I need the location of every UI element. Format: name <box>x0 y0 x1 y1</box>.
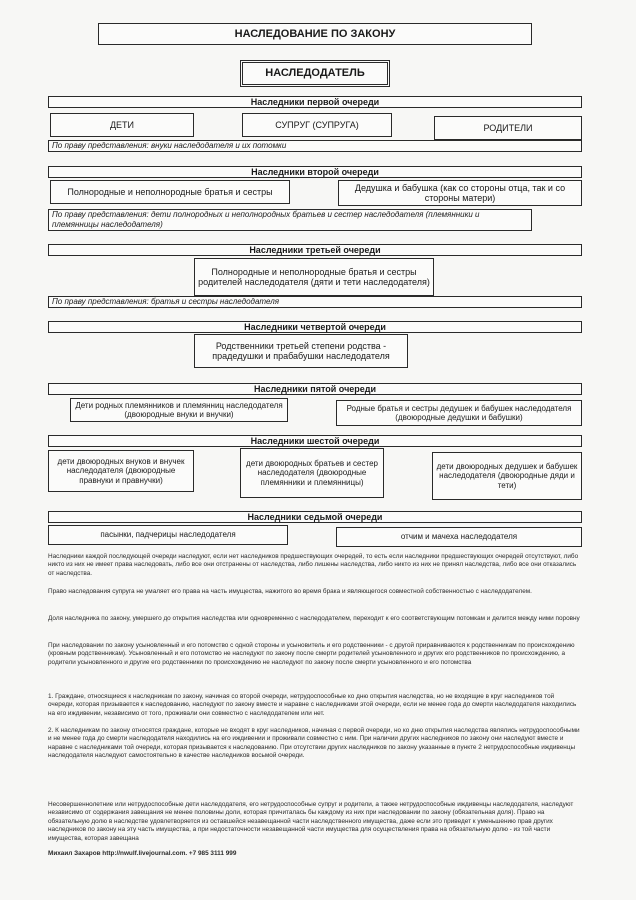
q5-item-grandnephews: Дети родных племянников и племянниц наследодателя (двоюродные внуки и внучки) <box>70 398 288 422</box>
note-succession-order: Наследники каждой последующей очереди наследуют, если нет наследников предшествующих очередей, то есть если наследники предшествующих очередей отсутствуют, либо никто из них не имеет права наследовать, либо все они отстранены от наследства, либо лишены наследства, либо никто из них не принял наследства, либо все они отказались от наследства. <box>48 553 579 577</box>
q2-item-grandparents: Дедушка и бабушка (как со стороны отца, так и со стороны матери) <box>338 180 582 206</box>
q7-item-stepparents: отчим и мачеха наследодателя <box>336 527 582 547</box>
note-mandatory-share: Несовершеннолетние или нетрудоспособные дети наследодателя, его нетрудоспособные супруг и родители, а также нетрудоспособные иждивенцы наследодателя, наследуют независимо от содержания завещания не менее половины доли, которая причиталась бы каждому из них при наследовании по закону (обязательная доля). Право на обязательную долю в наследстве удовлетворяется из оставшейся незавещанной части наследственного имущества, даже если это приведет к уменьшению прав других наследников по закону на эту часть имущества, а при недостаточности незавещанной части имущества для осуществления права на обязательную долю - из той части имущества, которая завещана <box>48 801 574 842</box>
author-credit: Михаил Захаров http://nwulf.livejournal.com. +7 985 3111 999 <box>48 850 237 857</box>
note-spouse-rights: Право наследования супруга не умаляет его права на часть имущества, нажитого во время брака и являющегося совместной собственностью с наследодателем. <box>48 588 532 595</box>
q3-item-uncles-aunts: Полнородные и неполнородные братья и сестры родителей наследодателя (дяти и тети наследодателя) <box>194 258 434 296</box>
q1-item-parents: РОДИТЕЛИ <box>434 116 582 140</box>
q2-item-siblings: Полнородные и неполнородные братья и сестры <box>50 180 290 204</box>
q6-item-cousin-uncles: дети двоюродных дедушек и бабушек наследодателя (двоюродные дяди и тети) <box>432 452 582 500</box>
q6-item-cousin-nephews: дети двоюродных братьев и сестер наследодателя (двоюродные племянники и племянницы) <box>240 448 384 498</box>
page-title: НАСЛЕДОВАНИЕ ПО ЗАКОНУ <box>98 23 532 45</box>
q2-representation: По праву представления: дети полнородных и неполнородных братьев и сестер наследодателя (племянники и племянницы наследодателя) <box>48 209 532 231</box>
q2-header: Наследники второй очереди <box>48 166 582 178</box>
q1-representation: По праву представления: внуки наследодателя и их потомки <box>48 140 582 152</box>
q7-item-stepchildren: пасынки, падчерицы наследодателя <box>48 525 288 545</box>
q1-header: Наследники первой очереди <box>48 96 582 108</box>
note-dependents-2: 2. К наследникам по закону относятся граждане, которые не входят в круг наследников, начиная с первой очереди, но ко дню открытия наследства являлись нетрудоспособными и не менее года до смерти наследодателя находились на его иждивении и проживали совместно с ним. При наличии других наследников по закону они наследуют вместе и наравне с наследниками той очереди, которая призывается к наследованию. При отсутствии других наследников по закону указанные в пункте 2 нетрудоспособные иждивенцы наследодателя наследуют самостоятельно в качестве наследников восьмой очереди. <box>48 727 580 760</box>
q3-representation: По праву представления: братья и сестры наследодателя <box>48 296 582 308</box>
note-adoption: При наследовании по закону усыновленный и его потомство с одной стороны и усыновитель и его родственники - с другой приравниваются к родственникам по происхождению (кровным родственникам). Усыновленный и его потомство не наследуют по закону после смерти родителей усыновленного и других его родственников по происхождению, а родители усыновленного и другие его родственники по происхождению не наследуют по закону после смерти усыновленного и его потомства <box>48 642 575 666</box>
q4-header: Наследники четвертой очереди <box>48 321 582 333</box>
q6-item-cousin-grandchildren: дети двоюродных внуков и внучек наследодателя (двоюродные правнуки и правнучки) <box>48 450 194 492</box>
q5-header: Наследники пятой очереди <box>48 383 582 395</box>
note-predeceased-share: Доля наследника по закону, умершего до открытия наследства или одновременно с наследодателем, переходит к его соответствующим потомкам и делится между ними поровну <box>48 615 580 622</box>
q3-header: Наследники третьей очереди <box>48 244 582 256</box>
q4-item-great-grandparents: Родственники третьей степени родства - прадедушки и прабабушки наследодателя <box>194 334 408 368</box>
note-dependents-1: 1. Граждане, относящиеся к наследникам по закону, начиная со второй очереди, нетрудоспособные ко дню открытия наследства, но не входящие в круг наследников той очереди, которая призывается к наследованию, наследуют по закону вместе и наравне с наследниками этой очереди, если не менее года до смерти наследодателя находились на его иждивении, независимо от того, проживали они совместно с наследодателем или нет. <box>48 693 577 717</box>
q1-item-children: ДЕТИ <box>50 113 194 137</box>
testator-box: НАСЛЕДОДАТЕЛЬ <box>240 60 390 87</box>
q1-item-spouse: СУПРУГ (СУПРУГА) <box>242 113 392 137</box>
q5-item-great-uncles: Родные братья и сестры дедушек и бабушек наследодателя (двоюродные дедушки и бабушки) <box>336 400 582 426</box>
q7-header: Наследники седьмой очереди <box>48 511 582 523</box>
q6-header: Наследники шестой очереди <box>48 435 582 447</box>
